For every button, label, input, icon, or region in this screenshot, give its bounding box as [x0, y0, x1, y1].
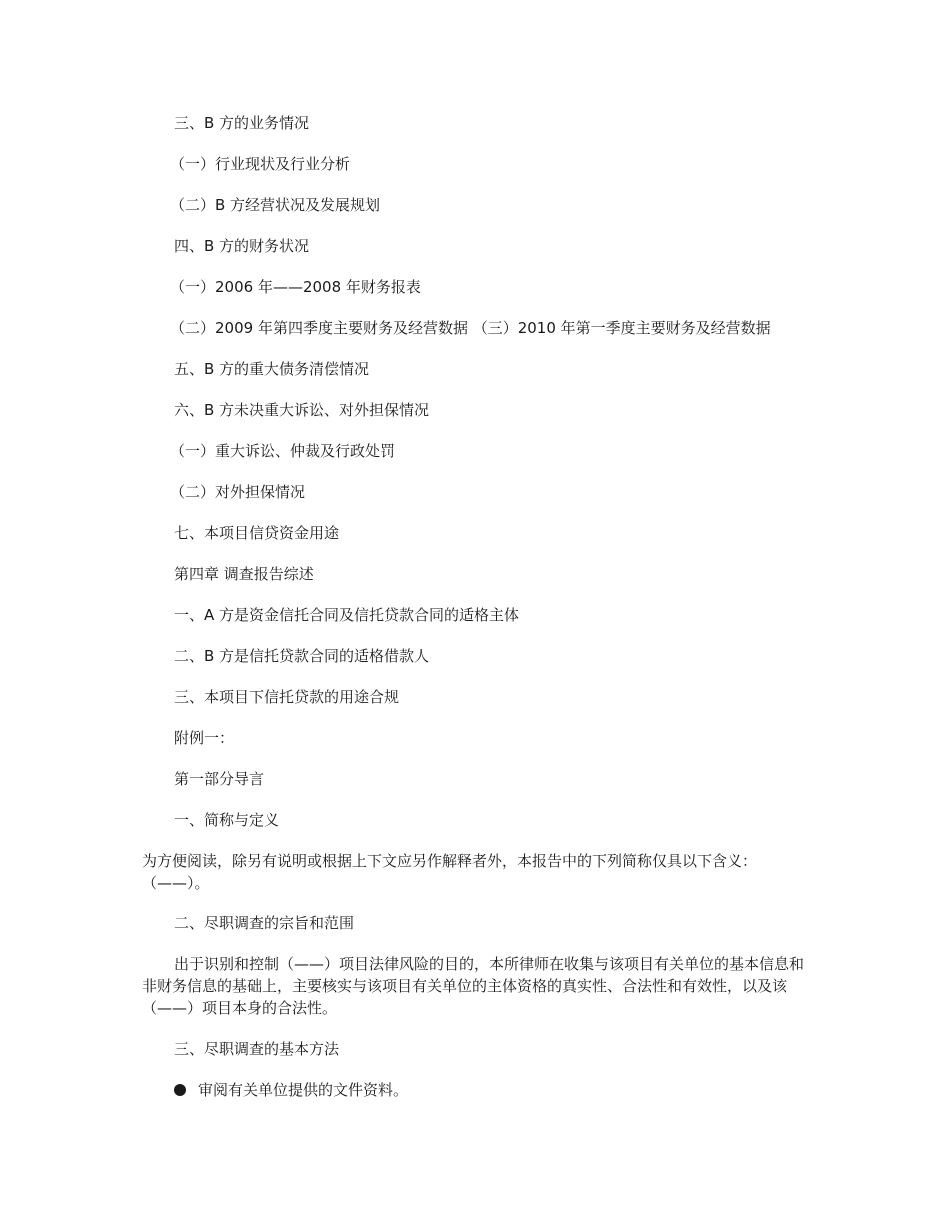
section-heading: 三、本项目下信托贷款的用途合规	[174, 688, 400, 706]
chapter-heading: 第四章 调查报告综述	[174, 565, 314, 583]
section-heading: 二、尽职调查的宗旨和范围	[174, 914, 355, 932]
section-heading: 六、B 方未决重大诉讼、对外担保情况	[174, 401, 430, 419]
subsection-heading: （二）对外担保情况	[170, 483, 306, 501]
subsection-heading: （一）重大诉讼、仲裁及行政处罚	[170, 442, 396, 460]
appendix-label: 附例一：	[174, 729, 235, 747]
part-heading: 第一部分导言	[174, 770, 265, 788]
section-heading: 七、本项目信贷资金用途	[174, 524, 340, 542]
section-heading: 四、B 方的财务状况	[174, 237, 310, 255]
section-heading: 三、尽职调查的基本方法	[174, 1040, 340, 1058]
bullet-text: 审阅有关单位提供的文件资料。	[198, 1081, 409, 1099]
subsection-heading: （一）2006 年——2008 年财务报表	[170, 278, 421, 296]
subsection-heading: （一）行业现状及行业分析	[170, 155, 351, 173]
bullet-icon	[174, 1084, 186, 1096]
section-heading: 一、A 方是资金信托合同及信托贷款合同的适格主体	[174, 606, 520, 624]
bullet-item	[174, 1080, 408, 1100]
purpose-paragraph: 出于识别和控制（——）项目法律风险的目的，本所律师在收集与该项目有关单位的基本信息和非财务信息的基础上，主要核实与该项目有关单位的主体资格的真实性、合法性和有效性，以及该（——）项目本身的合法性。	[142, 955, 805, 1017]
section-heading: 一、简称与定义	[174, 811, 280, 829]
definition-paragraph: 为方便阅读，除另有说明或根据上下文应另作解释者外，本报告中的下列简称仅具以下含义：（——）。	[142, 852, 758, 892]
section-heading: 三、B 方的业务情况	[174, 114, 310, 132]
subsection-heading: （二）B 方经营状况及发展规划	[170, 196, 381, 214]
section-heading: 五、B 方的重大债务清偿情况	[174, 360, 370, 378]
section-heading: 二、B 方是信托贷款合同的适格借款人	[174, 647, 430, 665]
subsection-heading: （二）2009 年第四季度主要财务及经营数据 （三）2010 年第一季度主要财务及经营数据	[170, 319, 771, 337]
